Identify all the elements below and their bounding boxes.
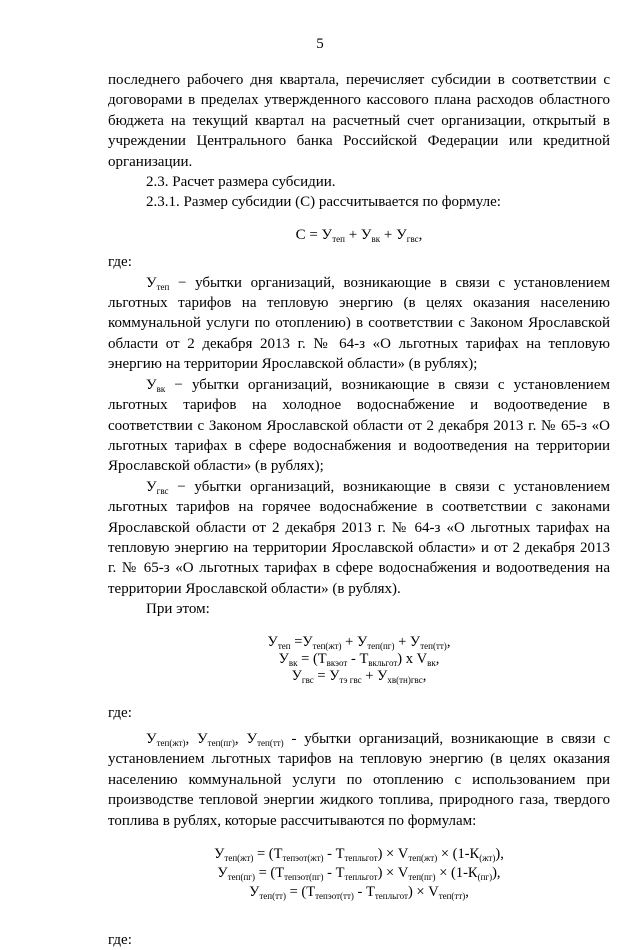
formula-u-tep: $У_{теп} =У_{теп(жт)} + У_{теп(пг)} + У_{теп(тт)}$,	[267, 633, 451, 651]
pri-etom-label: При этом:	[146, 601, 210, 618]
formula-group-components	[108, 634, 610, 685]
formula-group-fuel	[108, 845, 610, 902]
document-body	[108, 70, 610, 950]
formula-u-gvs: $У_{гвс} = У_{тэ гвс} + У_{хв(тн)гвс}$,	[291, 667, 427, 685]
formula-u-tep-zht: $У_{теп(жт)} = (Т_{тепэот(жт)} - Т_{тепльгот}) \times V_{теп(жт)} \times (1-К_{(жт)})$,	[214, 846, 504, 863]
definition-u-vk: $У_{вк}$ − убытки организаций, возникающие в связи с установлением льготных тарифов на холодное водоснабжение и водоотведение в соответствии с Законом Ярославской области от 2 декабря 2013 г. № 65-з «О льготных тарифах в сфере водоснабжения и водоотведения на территории Ярославской области» (в рублях);	[108, 376, 610, 475]
definition-u-gvs: $У_{гвс}$ − убытки организаций, возникающие в связи с установлением льготных тарифов на горячее водоснабжение в соответствии с законами Ярославской области от 2 декабря 2013 г. № 64-з «О льготных тарифах на тепловую энергию на территории Ярославской области» и от 2 декабря 2013 г. № 65-з «О льготных тарифах в сфере водоснабжения и водоотведения на территории Ярославской области» (в рублях).	[108, 478, 610, 597]
section-2-3-heading: 2.3. Расчет размера субсидии.	[146, 174, 336, 191]
page-number: 5	[316, 36, 324, 52]
formula-u-tep-pg: $У_{теп(пг)} = (Т_{тепэот(пг)} - Т_{тепльгот}) \times V_{теп(пг)} \times (1-К_{(пг)})$,	[217, 865, 501, 882]
formula-subsidy-total: $С = У_{теп} + У_{вк} + У_{гвс}$,	[295, 226, 423, 244]
where-label: где:	[108, 254, 132, 271]
section-2-3-1-text: 2.3.1. Размер субсидии (С) рассчитывается по формуле:	[146, 194, 501, 211]
definition-u-tep-parts: $У_{теп(жт)}$, $У_{теп(пг)}$, $У_{теп(тт)}$ - убытки организаций, возникающие в связи с установлением льготных тарифов на тепловую энергию (в целях оказания населению коммунальной услуги по отоплению с использованием при производстве тепловой энергии жидкого топлива, природного газа, твердого топлива в рублях, которые рассчитываются по формулам:	[108, 730, 611, 829]
where-label: где:	[108, 932, 132, 948]
formula-u-tep-tt: $У_{теп(тт)} = (Т_{тепэот(тт)} - Т_{тепльгот}) \times V_{теп(тт)}$,	[249, 884, 469, 901]
definition-u-tep: $У_{теп}$ − убытки организаций, возникающие в связи с установлением льготных тарифов на тепловую энергию (в целях оказания населению коммунальной услуги по отоплению) в соответствии с Законом Ярославской области от 2 декабря 2013 г. № 64-з «О льготных тарифах на тепловую энергию на территории Ярославской области» (в рублях);	[108, 274, 610, 373]
where-label: где:	[108, 704, 132, 721]
formula-u-vk: $У_{вк} = (Т_{вкэот} - Т_{вкльгот})$ х $V_{вк}$,	[278, 650, 440, 668]
paragraph-continuation: последнего рабочего дня квартала, перечисляет субсидии в соответствии с договорами в пределах утвержденного кассового плана расходов областного бюджета на текущий квартал на расчетный счет организации, открытый в учреждении Центрального банка Российской Федерации или кредитной организации.	[108, 72, 610, 170]
